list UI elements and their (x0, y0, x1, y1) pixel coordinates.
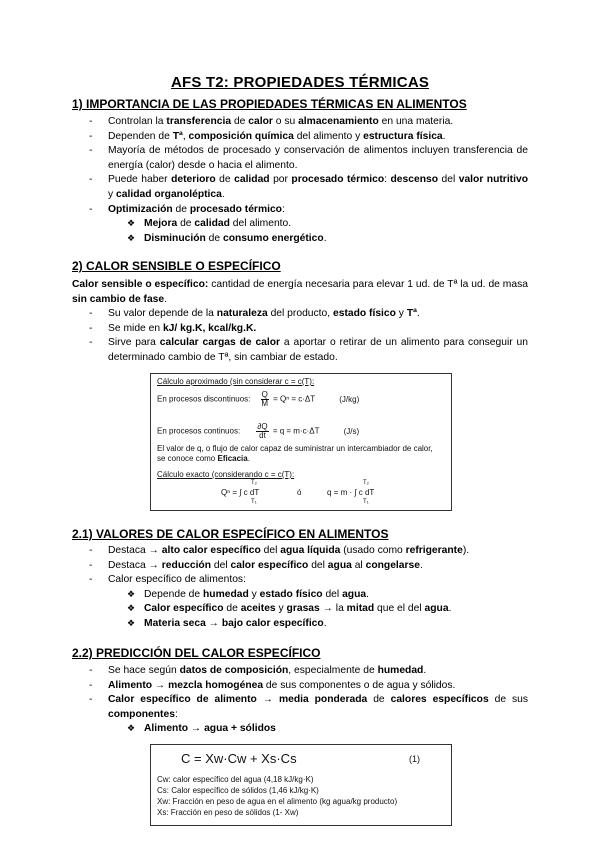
continuous-formula: En procesos continuos: $\frac{\partial Q}{dt}$ = q = m·c·ΔT (J/s) (157, 422, 360, 440)
list-item: - Se hace según datos de composición, especialmente de humedad. (72, 664, 528, 679)
section-2-2-sublist (72, 722, 528, 737)
formula-box-specific-heat (150, 744, 452, 826)
list-item: - Alimento → mezcla homogénea de sus componentes o de agua y sólidos. (72, 679, 528, 694)
sub-list-item: ❖ Disminución de consumo energético. (72, 232, 528, 247)
legend-cs: Cs: Calor específico de sólidos (1,46 kJ/kg·K) (157, 786, 319, 795)
section-2-1-list (72, 544, 528, 588)
sub-list-item: ❖ Mejora de calidad del alimento. (72, 217, 528, 232)
section-1-sublist (72, 217, 528, 246)
sub-list-item: ❖ Depende de humedad y estado físico del agua. (72, 588, 528, 603)
page-title: AFS T2: PROPIEDADES TÉRMICAS (170, 74, 430, 91)
section-2-1-body (72, 544, 528, 632)
list-item: - Calor específico de alimento → media ponderada de calores específicos de sus componentes: (72, 693, 528, 722)
legend-xw: Xw: Fracción en peso de agua en el alimento (kg agua/kg producto) (157, 797, 398, 806)
section-1-heading: 1) IMPORTANCIA DE LAS PROPIEDADES TÉRMICAS EN ALIMENTOS (72, 97, 467, 111)
legend-xs: Xs: Fracción en peso de sólidos (1- Xw) (157, 808, 299, 817)
list-item: - Controlan la transferencia de calor o su almacenamiento en una materia. (72, 115, 528, 130)
formula-box-heat-load: Cálculo aproximado (sin considerar c = c(T): En procesos discontinuos: $\frac{Q}{M}$ = Qⁿ = c·ΔT (J/kg) En procesos continuos: $\frac{\partial Q}{dt}$ = q = m·c·ΔT (J/s) El valor de q, o flujo de calor capaz de suministrar un intercambiador de calor, se conoce como Eficacia. Cálculo exacto (considerando c = c(T): T₂ Qⁿ = ∫ c dT T₁ ó T₂ q = m · ∫ c dT T₁ (150, 373, 452, 511)
weighted-average-formula: C = Xw·Cw + Xs·Cs (181, 751, 297, 766)
list-item: - Calor específico de alimentos: (72, 573, 528, 588)
definition-paragraph: Calor sensible o específico: cantidad de energía necesaria para elevar 1 ud. de Tª la ud. de masa sin cambio de fase. (72, 279, 528, 305)
legend-cw: Cw: calor específico del agua (4,18 kJ/kg·K) (157, 775, 314, 784)
section-2-heading: 2) CALOR SENSIBLE O ESPECÍFICO (72, 259, 281, 273)
section-2-2-list (72, 664, 528, 722)
list-item: - Sirve para calcular cargas de calor a aportar o retirar de un alimento para conseguir un determinado cambio de Tª, sin cambiar de estado. (72, 336, 528, 365)
section-1-body (72, 115, 528, 246)
section-1-list (72, 115, 528, 217)
section-2-1-heading: 2.1) VALORES DE CALOR ESPECÍFICO EN ALIMENTOS (72, 527, 389, 541)
section-2-2-body (72, 664, 528, 737)
section-2-body (72, 278, 528, 366)
section-2-2-heading: 2.2) PREDICCIÓN DEL CALOR ESPECÍFICO (72, 646, 321, 660)
section-2-list (72, 307, 528, 365)
list-item: - Optimización de procesado térmico: (72, 203, 528, 218)
sub-list-item: ❖ Materia seca → bajo calor específico. (72, 617, 528, 632)
list-item: - Su valor depende de la naturaleza del producto, estado físico y Tª. (72, 307, 528, 322)
list-item: - Destaca → reducción del calor específico del agua al congelarse. (72, 559, 528, 574)
list-item: - Dependen de Tª, composición química del alimento y estructura física. (72, 130, 528, 145)
list-item: - Mayoría de métodos de procesado y conservación de alimentos incluyen transferencia de energía (calor) desde o hacia el alimento. (72, 144, 528, 173)
list-item: - Puede haber deterioro de calidad por procesado térmico: descenso del valor nutritivo y calidad organoléptica. (72, 173, 528, 202)
discontinuous-formula: En procesos discontinuos: $\frac{Q}{M}$ = Qⁿ = c·ΔT (J/kg) (157, 390, 360, 408)
exact-calc-label: Cálculo exacto (considerando c = c(T): (157, 470, 295, 479)
equation-number: (1) (409, 754, 420, 764)
approx-calc-label: Cálculo aproximado (sin considerar c = c(T): (157, 377, 315, 386)
list-item: - Destaca → alto calor específico del agua líquida (usado como refrigerante). (72, 544, 528, 559)
efficacy-note: El valor de q, o flujo de calor capaz de suministrar un intercambiador de calor, se conoce como Eficacia. (157, 444, 433, 463)
list-item: - Se mide en kJ/ kg.K, kcal/kg.K. (72, 322, 528, 337)
sub-list-item: ❖ Alimento → agua + sólidos (72, 722, 528, 737)
section-2-1-sublist (72, 588, 528, 632)
sub-list-item: ❖ Calor específico de aceites y grasas → la mitad que el del agua. (72, 602, 528, 617)
